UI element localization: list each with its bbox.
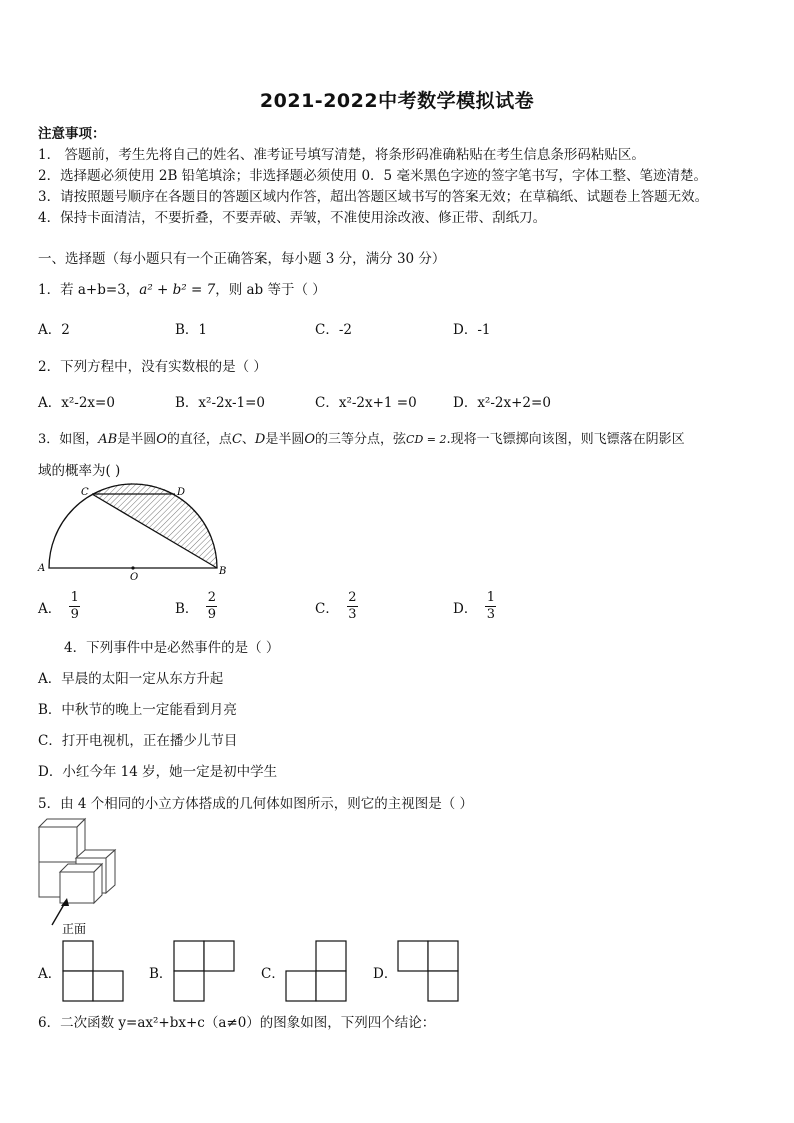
label-d: D <box>177 487 186 498</box>
cube-face <box>106 850 115 893</box>
cubes-figure <box>36 815 122 940</box>
q5-option-d-label[interactable]: D． <box>373 966 398 982</box>
q2-option-a[interactable]: A．x²-2x=0 <box>38 395 115 411</box>
question-4-stem: 4．下列事件中是必然事件的是（ ） <box>64 640 280 656</box>
q3-o2: O <box>304 432 316 447</box>
q3-c: C <box>231 432 242 447</box>
q5-option-b-label[interactable]: B． <box>149 966 173 982</box>
q3-option-d-den: 3 <box>486 607 495 622</box>
q3-stem-a: 3．如图， <box>38 432 99 447</box>
q3-option-d-num: 1 <box>486 590 495 605</box>
notice-heading: 注意事项： <box>38 126 106 142</box>
q3-option-c-fraction <box>347 590 358 623</box>
question-5-stem: 5．由 4 个相同的小立方体搭成的几何体如图所示，则它的主视图是（ ） <box>38 796 474 812</box>
q4-option-b[interactable]: B．中秋节的晚上一定能看到月亮 <box>38 702 237 718</box>
page-title: 2021-2022中考数学模拟试卷 <box>259 90 535 112</box>
q5-option-a-view[interactable] <box>62 940 124 1002</box>
question-3-stem-line2: 域的概率为( ) <box>38 463 121 479</box>
label-a: A <box>38 563 46 574</box>
question-3-stem <box>38 428 685 447</box>
cube-face <box>39 827 77 862</box>
notice-item-3: 3．请按照题号顺序在各题目的答题区域内作答，超出答题区域书写的答案无效；在草稿纸、试题卷上答题无效。 <box>38 189 709 205</box>
q5-option-b-view[interactable] <box>173 940 235 1002</box>
q3-stem-e: 是半圆 <box>265 432 305 447</box>
q3-option-b[interactable] <box>175 590 217 623</box>
q3-option-a[interactable] <box>38 590 80 623</box>
question-2-stem: 2．下列方程中，没有实数根的是（ ） <box>38 359 267 375</box>
q3-option-b-fraction <box>206 590 217 623</box>
q3-stem-g: .现将一飞镖掷向该图，则飞镖落在阴影区 <box>446 432 685 447</box>
q3-cd: CD = 2 <box>406 433 447 446</box>
q2-option-d[interactable]: D．x²-2x+2=0 <box>453 395 551 411</box>
q3-option-c-label: C． <box>315 600 339 617</box>
q1-option-a[interactable]: A．2 <box>38 322 70 338</box>
notice-item-2: 2．选择题必须使用 2B 铅笔填涂；非选择题必须使用 0．5 毫米黑色字迹的签字笔书写，字体工整、笔迹清楚。 <box>38 168 707 184</box>
center-point <box>131 566 134 569</box>
section-heading: 一、选择题（每小题只有一个正确答案，每小题 3 分，满分 30 分） <box>38 251 446 267</box>
label-o: O <box>130 572 139 582</box>
q1-option-c[interactable]: C．-2 <box>315 322 352 338</box>
q3-option-a-fraction <box>69 590 80 623</box>
q1-stem-part-b: ，则 ab 等于（ ） <box>215 282 326 298</box>
notice-item-1: 1． 答题前，考生先将自己的姓名、准考证号填写清楚，将条形码准确粘贴在考生信息条形码粘贴区。 <box>38 147 645 163</box>
front-label: 正面 <box>62 922 87 936</box>
q3-option-d-label: D． <box>453 600 478 617</box>
q3-stem-b: 是半圆 <box>117 432 157 447</box>
q3-option-b-den: 9 <box>207 607 217 622</box>
q4-option-c[interactable]: C．打开电视机，正在播少儿节目 <box>38 733 238 749</box>
q4-option-d[interactable]: D．小红今年 14 岁，她一定是初中学生 <box>38 764 278 780</box>
q3-stem-f: 的三等分点，弦 <box>315 432 407 447</box>
q3-stem-d: 、 <box>241 432 255 447</box>
q5-option-c-label[interactable]: C． <box>261 966 285 982</box>
q3-option-c-num: 2 <box>348 590 357 605</box>
semicircle-figure <box>36 482 231 582</box>
q5-option-d-view[interactable] <box>397 940 459 1002</box>
q3-option-d[interactable] <box>453 590 496 623</box>
q1-option-b[interactable]: B．1 <box>175 322 208 338</box>
q3-ab: AB <box>98 432 118 447</box>
q3-option-c[interactable] <box>315 590 358 623</box>
cube-face <box>60 872 94 903</box>
q3-option-b-num: 2 <box>207 590 217 605</box>
q5-option-a-label[interactable]: A． <box>38 966 62 982</box>
q3-option-c-den: 3 <box>348 607 357 622</box>
q3-option-a-den: 9 <box>70 607 79 622</box>
label-c: C <box>81 487 89 498</box>
question-6-stem: 6．二次函数 y=ax²+bx+c（a≠0）的图象如图，下列四个结论： <box>38 1015 436 1031</box>
q3-d: D <box>254 432 266 447</box>
q5-option-c-view[interactable] <box>285 940 347 1002</box>
q4-option-a[interactable]: A．早晨的太阳一定从东方升起 <box>38 671 224 687</box>
q3-option-d-fraction <box>485 590 496 623</box>
question-1-stem <box>38 278 326 298</box>
q1-stem-part-a: 1．若 a+b=3， <box>38 282 140 298</box>
q3-stem-c: 的直径，点 <box>166 432 232 447</box>
q3-option-b-label: B． <box>175 600 199 617</box>
q3-option-a-label: A． <box>38 600 62 617</box>
q1-option-d[interactable]: D．-1 <box>453 322 491 338</box>
q1-formula: a² + b² = 7 <box>139 282 216 298</box>
q3-option-a-num: 1 <box>70 590 79 605</box>
q2-option-b[interactable]: B．x²-2x-1=0 <box>175 395 266 411</box>
q3-o1: O <box>156 432 167 447</box>
notice-item-4: 4．保持卡面清洁，不要折叠，不要弄破、弄皱，不准使用涂改液、修正带、刮纸刀。 <box>38 210 547 226</box>
label-b: B <box>219 566 227 577</box>
q2-option-c[interactable]: C．x²-2x+1 =0 <box>315 395 417 411</box>
